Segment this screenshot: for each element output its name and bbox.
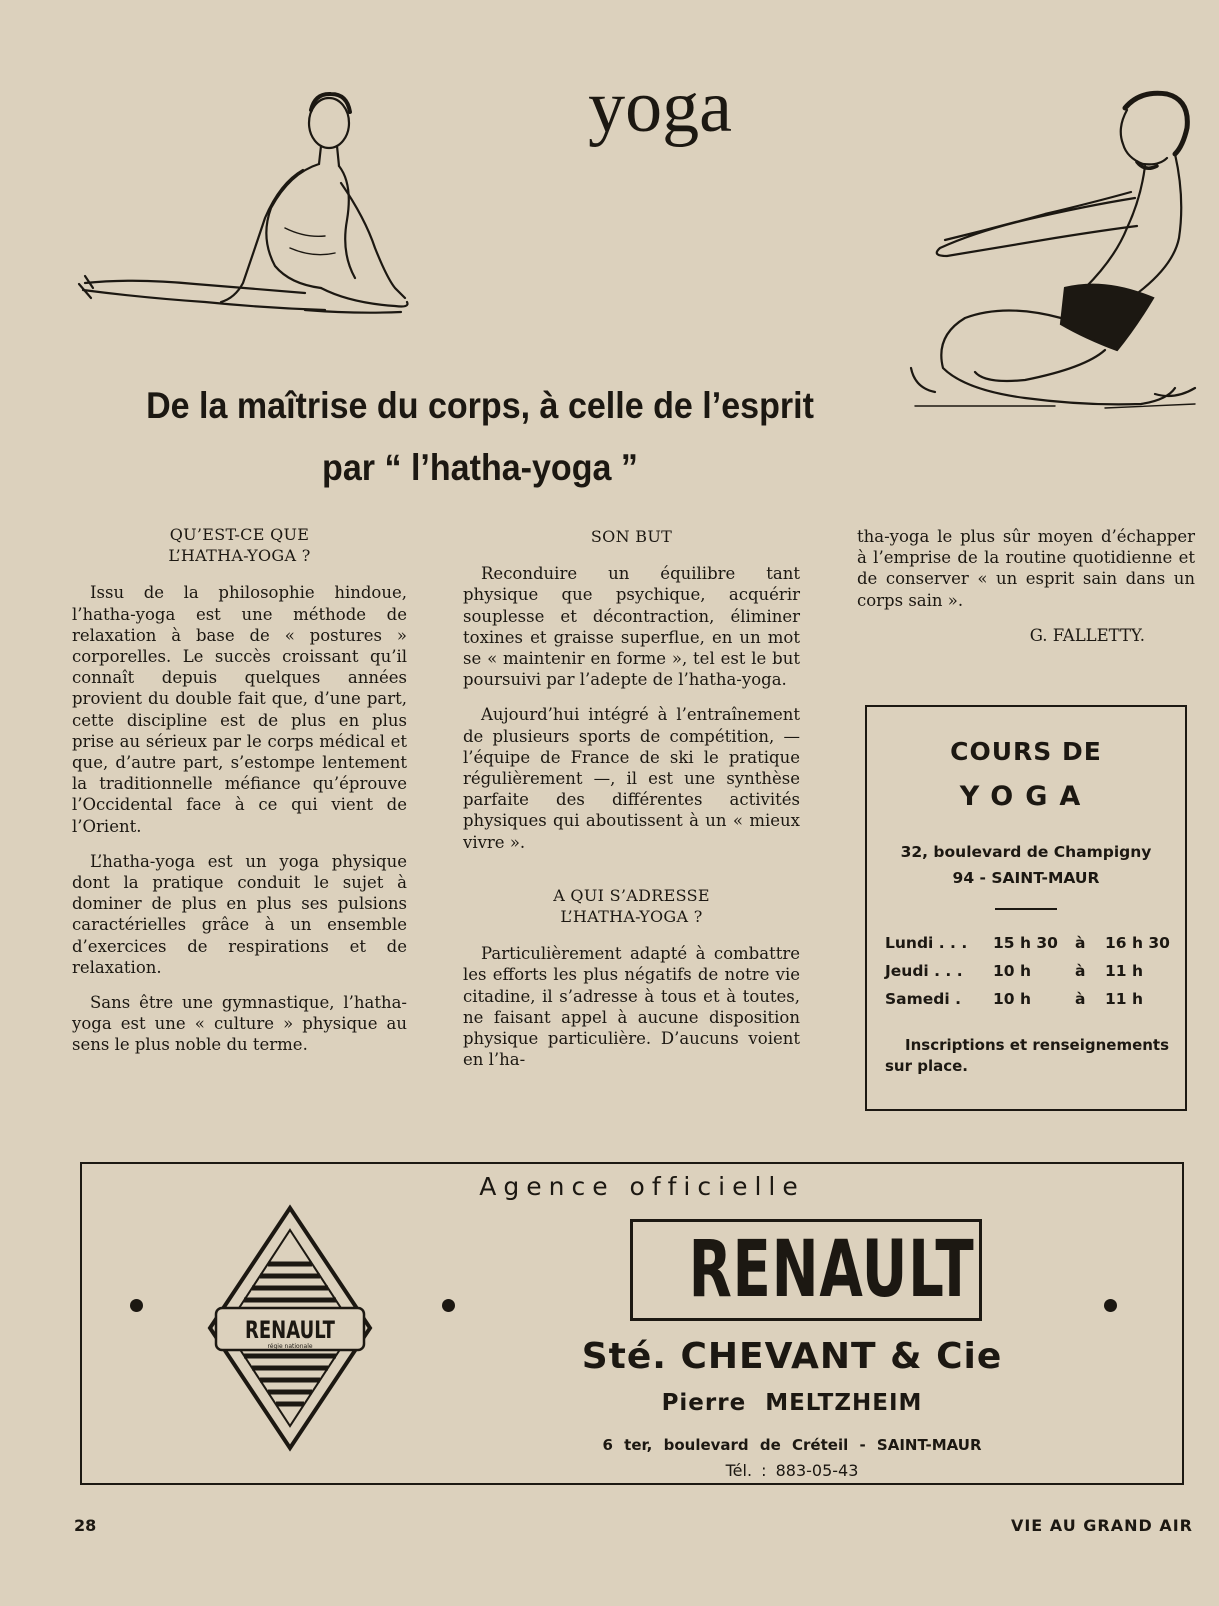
woman-head xyxy=(309,98,349,148)
schedule-row xyxy=(885,985,1175,1013)
ad-address: 6 ter, boulevard de Créteil - SAINT-MAUR xyxy=(602,1436,982,1454)
seated-woman-illustration xyxy=(75,88,415,333)
article-column-2 xyxy=(463,526,800,1084)
man-ground xyxy=(915,404,1195,408)
column2-paragraph-3: Particulièrement adapté à combattre les efforts les plus négatifs de notre vie citadine, il s’adresse à tous et à toutes, ne faisant appel à aucune disposition physique particulière. D’aucuns voient en l’ha- xyxy=(463,944,800,1070)
woman-front-arm xyxy=(341,183,405,298)
column1-heading-line1: QU’EST-CE QUE xyxy=(169,525,310,544)
column1-paragraph-2: L’hatha-yoga est un yoga physique dont la pratique conduit le sujet à dominer de plus en plus ses pulsions caractérielles grâce à un ensemble d’exercices de respirations et de relaxation. xyxy=(72,851,407,977)
column2-heading2-line1: A QUI S’ADRESSE xyxy=(553,885,710,905)
schedule-start: 10 h xyxy=(993,990,1032,1008)
ad-person: Pierre MELTZHEIM xyxy=(661,1390,923,1416)
ad-brand-name xyxy=(630,1219,982,1321)
yoga-course-box xyxy=(865,705,1187,1111)
woman-back-arm xyxy=(221,170,303,302)
woman-extended-leg xyxy=(83,281,325,310)
column2-heading: SON BUT xyxy=(590,527,673,546)
schedule-day: Samedi . xyxy=(885,990,961,1008)
man-arms xyxy=(937,192,1137,256)
yoga-box-address-line2: 94 - SAINT-MAUR xyxy=(952,869,1100,887)
column1-paragraph-3: Sans être une gymnastique, l’hatha-yoga est une « culture » physique au sens le plus noble du terme. xyxy=(72,993,407,1055)
schedule-to: à xyxy=(1075,962,1086,980)
man-face xyxy=(1121,110,1167,164)
yoga-box-title-line1: COURS DE xyxy=(950,737,1102,766)
schedule-end: 16 h 30 xyxy=(1105,934,1170,952)
logo-subtext: régie nationale xyxy=(267,1343,313,1350)
ad-bullet xyxy=(1104,1299,1117,1312)
column1-paragraph-1: Issu de la philosophie hindoue, l’hatha-yoga est une méthode de relaxation à base de « postures » corporelles. Le succès croissant qu’il connaît depuis quelques années provient du double fait que, d’une part, cette discipline est de plus en plus prise au sérieux par le corps médical et que, d’autre part, s’estompe lentement la traditionnelle méfiance qu’éprouve l’Occidental face à ce qui vient de l’Orient. xyxy=(72,583,407,836)
man-shorts xyxy=(1061,285,1153,350)
renault-diamond-logo xyxy=(206,1204,374,1452)
headline-line2: par “ l’hatha-yoga ” xyxy=(322,447,638,488)
schedule-start: 15 h 30 xyxy=(993,934,1058,952)
yoga-schedule-table xyxy=(885,929,1175,1013)
yoga-box-title-line2: YOGA xyxy=(959,781,1093,812)
article-column-3 xyxy=(857,526,1195,660)
woman-foot xyxy=(79,276,93,298)
schedule-day: Lundi . . . xyxy=(885,934,968,952)
magazine-name: VIE AU GRAND AIR xyxy=(1010,1516,1193,1535)
column2-paragraph-1: Reconduire un équilibre tant physique que psychique, acquérir souplesse et décontraction, éliminer toxines et graisse superflue, en un mot se « maintenir en forme », tel est le but poursuivi par l’adepte de l’hatha-yoga. xyxy=(463,564,800,690)
man-hair xyxy=(1125,93,1187,154)
headline-line1: De la maîtrise du corps, à celle de l’esprit xyxy=(146,385,814,426)
schedule-to: à xyxy=(1075,990,1086,1008)
yoga-box-address xyxy=(867,839,1185,891)
yoga-box-note: Inscriptions et renseignements sur place. xyxy=(885,1036,1170,1075)
schedule-day: Jeudi . . . xyxy=(885,962,963,980)
schedule-start: 10 h xyxy=(993,962,1032,980)
yoga-box-address-line1: 32, boulevard de Champigny xyxy=(900,843,1152,861)
ad-brand-text: RENAULT xyxy=(688,1225,975,1315)
ad-agence-label: Agence officielle xyxy=(479,1172,805,1201)
schedule-row xyxy=(885,957,1175,985)
article-column-1 xyxy=(72,524,407,1070)
page-number: 28 xyxy=(74,1516,97,1535)
kneeling-man-illustration xyxy=(905,88,1205,423)
ad-bullet xyxy=(442,1299,455,1312)
column1-heading xyxy=(72,524,407,566)
schedule-end: 11 h xyxy=(1105,962,1144,980)
column2-heading2-line2: L’HATHA-YOGA ? xyxy=(560,907,703,927)
column1-heading-line2: L’HATHA-YOGA ? xyxy=(168,546,311,566)
headline xyxy=(103,375,857,499)
schedule-to: à xyxy=(1075,934,1086,952)
renault-advertisement xyxy=(80,1162,1184,1485)
logo-text: RENAULT xyxy=(245,1316,335,1345)
man-legs xyxy=(941,311,1175,405)
column2-heading-2 xyxy=(463,885,800,927)
column3-paragraph-1: tha-yoga le plus sûr moyen d’échapper à l’emprise de la routine quotidienne et de conserver « un esprit sain dans un corps sain ». xyxy=(857,527,1195,610)
woman-shading xyxy=(285,228,335,255)
article-title: yoga xyxy=(588,66,732,148)
man-foot xyxy=(911,368,1195,396)
ad-bullet xyxy=(130,1299,143,1312)
column2-paragraph-2: Aujourd’hui intégré à l’entraînement de plusieurs sports de compétition, — l’équipe de France de ski le pratique régulièrement —, il est une synthèse parfaite des différentes activités physiques qui aboutissent à un « mieux vivre ». xyxy=(463,705,800,852)
yoga-box-separator xyxy=(995,908,1057,910)
schedule-row xyxy=(885,929,1175,957)
author-signature: G. FALLETTY. xyxy=(1029,625,1145,645)
schedule-end: 11 h xyxy=(1105,990,1144,1008)
ad-phone: Tél. : 883-05-43 xyxy=(725,1461,859,1480)
ad-company: Sté. CHEVANT & Cie xyxy=(581,1336,1003,1377)
